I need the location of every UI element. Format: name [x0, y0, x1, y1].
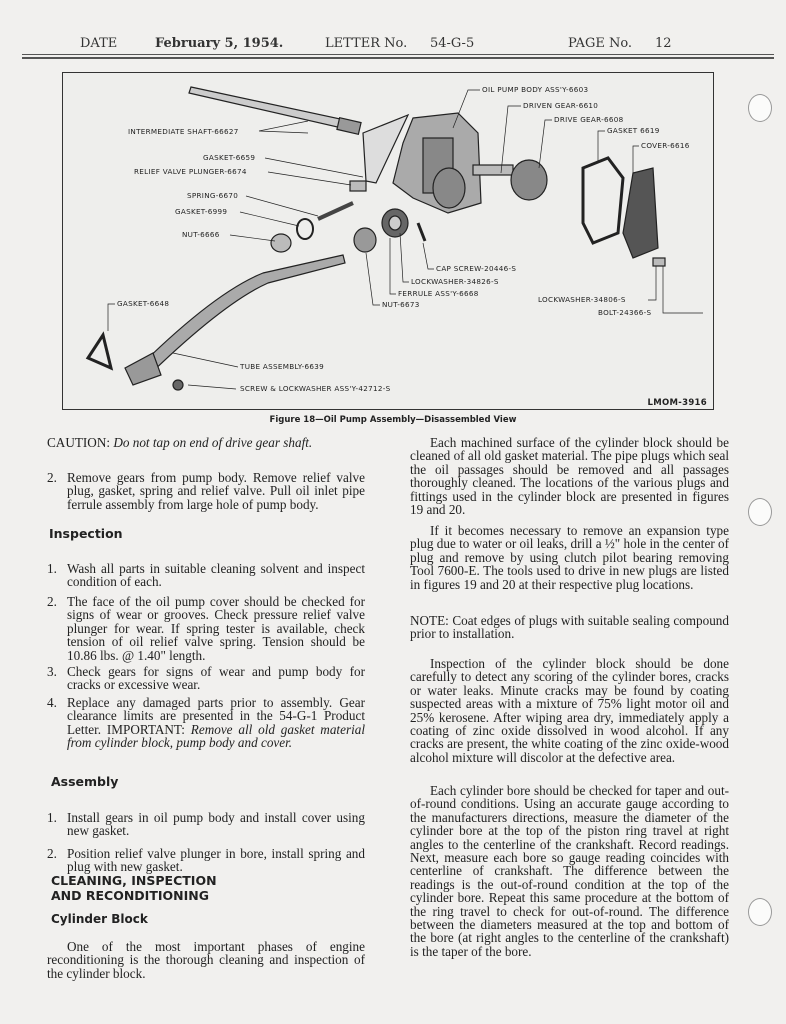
item-text: The face of the oil pump cover should be checked for signs of wear or grooves. Check pressure relief valve plunger for wear. If spring tester is available, check tension of oil relief valve spring. Tension should be 10.86 lbs. @ 1.40" length. — [67, 594, 365, 663]
item-number: 1. — [47, 561, 57, 576]
label-cap-screw: CAP SCREW-20446-S — [436, 264, 517, 273]
tube-assembly-part — [133, 255, 345, 379]
step-number: 2. — [47, 470, 57, 485]
label-ferrule: FERRULE ASS'Y-6668 — [398, 289, 479, 298]
page-number: 12 — [655, 36, 672, 51]
binder-hole — [748, 898, 772, 926]
label-drive-gear: DRIVE GEAR-6608 — [554, 115, 624, 124]
figure-caption: Figure 18—Oil Pump Assembly—Disassembled View — [269, 415, 517, 425]
item-text: Position relief valve plunger in bore, install spring and plug with new gasket. — [67, 846, 365, 875]
step-2 — [47, 471, 365, 511]
section-heading-line-2: AND RECONDITIONING — [51, 888, 209, 903]
label-intermediate-shaft: INTERMEDIATE SHAFT-66627 — [128, 127, 239, 136]
date-value: February 5, 1954. — [155, 36, 284, 51]
item-number: 3. — [47, 664, 57, 679]
label-driven-gear: DRIVEN GEAR-6610 — [523, 101, 599, 110]
label-nut-6673: NUT-6673 — [382, 300, 420, 309]
label-screw-lockwasher: SCREW & LOCKWASHER ASS'Y-42712-S — [240, 384, 391, 393]
label-cover: COVER-6616 — [641, 141, 690, 150]
inspection-item-4 — [47, 696, 365, 750]
label-gasket-6999: GASKET-6999 — [175, 207, 228, 216]
date-label: DATE — [80, 36, 118, 51]
letter-label: LETTER No. — [325, 36, 408, 51]
paragraph-inspection: Inspection of the cylinder block should be done carefully to detect any scoring of the cylinder bores, cracks or water leaks. Minute cracks may be found by coating suspected areas with a mixture of 75% light motor oil and 25% kerosene. After wiping area dry, immediately apply a coating of zinc oxide dissolved in wood alcohol. If any cracks are present, the white coating of the zinc oxide-wood alcohol mixture will discolor at the defective area. — [410, 656, 729, 765]
step-text: Remove gears from pump body. Remove relief valve plug, gasket, spring and relief valve. Pull oil inlet pipe ferrule assembly from large hole of pump body. — [67, 470, 365, 512]
label-gasket-6648: GASKET-6648 — [117, 299, 170, 308]
label-tube-assembly: TUBE ASSEMBLY-6639 — [240, 362, 324, 371]
caution-text: Do not tap on end of drive gear shaft. — [110, 435, 313, 450]
label-spring: SPRING-6670 — [187, 191, 239, 200]
paragraph-cylinder-bore: Each cylinder bore should be checked for taper and out-of-round conditions. Using an accurate gauge according to the manufacturers directions, measure the diameter of the cylinder bore at the top of the piston ring travel at right angles to the centerline of the crankshaft. Record readings. Next, measure each bore so gauge reading coincides with centerline of crankshaft. The difference between the readings is the out-of-round condition at the top of the cylinder bore. Repeat this same procedure at the bottom of the ring travel to check for out-of-round. The difference between the diameters measured at the top and bottom of the bore (at right angles to the centerline of the crankshaft) is the taper of the bore. — [410, 783, 729, 959]
item-number: 1. — [47, 810, 57, 825]
item-text: Check gears for signs of wear and pump body for cracks or excessive wear. — [67, 664, 365, 693]
item-text: Replace any damaged parts prior to assembly. Gear clearance limits are presented in the 54-G-1 Product Letter. IMPORTANT: — [67, 695, 365, 737]
assembly-item-1 — [47, 811, 365, 838]
binder-hole — [748, 498, 772, 526]
header-rule-double — [22, 57, 774, 59]
paragraph-expansion-plug: If it becomes necessary to remove an expansion type plug due to water or oil leaks, drill a ½" hole in the center of plug and remove by using clutch pilot bearing removing Tool 7600-E. The tools used to drive in new plugs are listed in figures 19 and 20 at their respective plug locations. — [410, 523, 729, 592]
item-number: 2. — [47, 594, 57, 609]
cylinder-block-heading: Cylinder Block — [51, 912, 148, 926]
figure-reference: LMOM-3916 — [647, 398, 707, 408]
left-column — [47, 436, 365, 996]
label-bolt: BOLT-24366-S — [598, 308, 652, 317]
binder-hole — [748, 94, 772, 122]
label-nut-6666: NUT-6666 — [182, 230, 220, 239]
label-oil-pump-body: OIL PUMP BODY ASS'Y-6603 — [482, 85, 589, 94]
item-number: 2. — [47, 846, 57, 861]
letter-number: 54-G-5 — [430, 36, 475, 51]
section-heading-line-1: CLEANING, INSPECTION — [51, 873, 217, 888]
paragraph-machined-surface: Each machined surface of the cylinder block should be cleaned of all old gasket material. The pipe plugs which seal the oil passages should be removed and all passages thoroughly cleaned. The locations of the various plugs and fittings used in the cylinder block are presented in figures 19 and 20. — [410, 435, 729, 518]
cylinder-block-paragraph: One of the most important phases of engine reconditioning is the thorough cleaning and inspection of the cylinder block. — [47, 939, 365, 981]
assembly-heading: Assembly — [51, 774, 119, 789]
item-text: Wash all parts in suitable cleaning solvent and inspect condition of each. — [67, 561, 365, 590]
label-gasket-6659: GASKET-6659 — [203, 153, 256, 162]
inspection-item-3 — [47, 665, 365, 692]
label-lockwasher-34826: LOCKWASHER-34826-S — [411, 277, 499, 286]
inspection-item-1 — [47, 562, 365, 589]
intermediate-shaft-part — [189, 87, 359, 131]
inspection-heading: Inspection — [49, 526, 123, 541]
item-text: Install gears in oil pump body and install cover using new gasket. — [67, 810, 365, 839]
header-rule — [22, 54, 774, 55]
caution-note — [47, 436, 365, 449]
inspection-item-2 — [47, 595, 365, 662]
label-gasket-6619: GASKET 6619 — [607, 126, 660, 135]
page-label: PAGE No. — [568, 36, 633, 51]
oil-pump-figure — [62, 72, 714, 410]
item-italic-text: Remove all old gasket material from cylinder block, pump body and cover. — [67, 721, 365, 751]
item-number: 4. — [47, 695, 57, 710]
right-column — [410, 436, 729, 996]
note-sealing-compound: NOTE: Coat edges of plugs with suitable sealing compound prior to installation. — [410, 613, 729, 642]
assembly-item-2 — [47, 847, 365, 874]
label-lockwasher-34806: LOCKWASHER-34806-S — [538, 295, 626, 304]
caution-label: CAUTION: — [47, 435, 111, 450]
label-relief-valve-plunger: RELIEF VALVE PLUNGER-6674 — [134, 167, 247, 176]
section-heading — [51, 873, 217, 903]
